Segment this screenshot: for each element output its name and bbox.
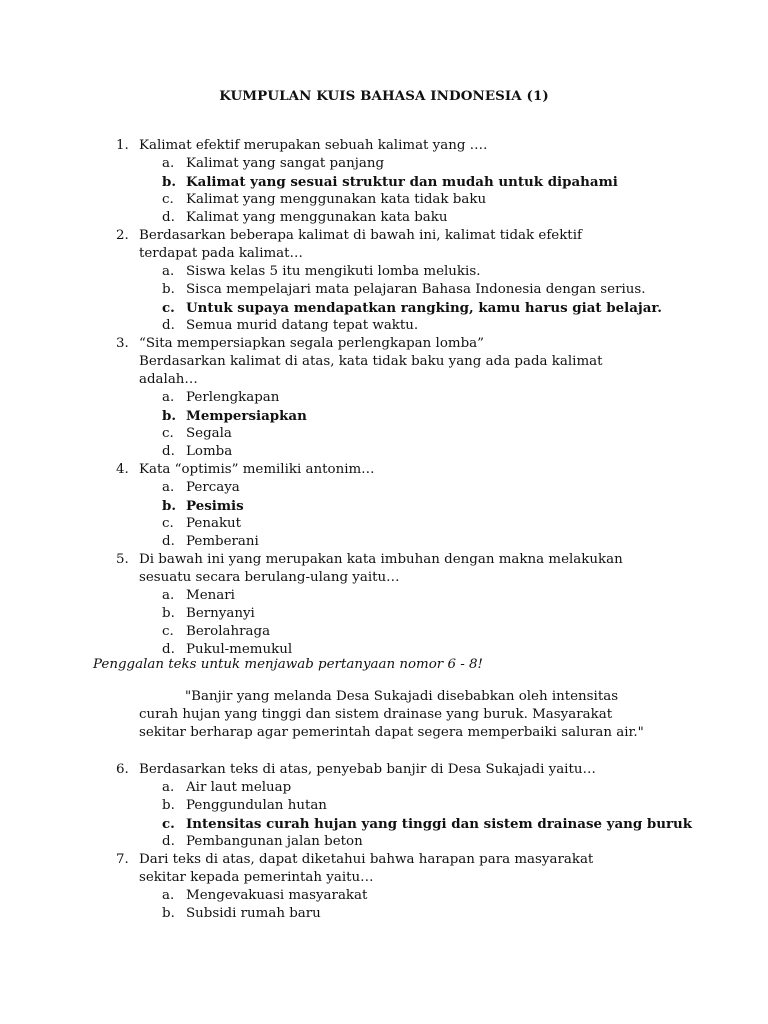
question-text: “Sita mempersiapkan segala perlengkapan lomba” xyxy=(139,336,484,351)
answer-option xyxy=(0,479,768,497)
option-letter: c. xyxy=(162,300,175,316)
answer-option-correct xyxy=(0,173,768,191)
question-number: 7. xyxy=(116,852,129,867)
option-letter: a. xyxy=(162,888,175,903)
option-text: Kalimat yang sesuai struktur dan mudah untuk dipahami xyxy=(186,174,618,190)
option-letter: c. xyxy=(162,426,174,441)
option-letter: b. xyxy=(162,174,177,190)
answer-option xyxy=(0,425,768,443)
answer-option xyxy=(0,191,768,209)
question-text: Dari teks di atas, dapat diketahui bahwa harapan para masyarakat sekitar kepada pemerintah yaitu… xyxy=(139,852,594,885)
question-list-part-2 xyxy=(0,761,768,923)
option-text: Untuk supaya mendapatkan rangking, kamu harus giat belajar. xyxy=(186,300,662,316)
option-letter: c. xyxy=(162,516,174,531)
option-text: Penakut xyxy=(186,516,242,531)
question-text: Kalimat efektif merupakan sebuah kalimat yang …. xyxy=(139,138,488,153)
option-text: Intensitas curah hujan yang tinggi dan sistem drainase yang buruk xyxy=(186,816,693,832)
answer-options xyxy=(0,155,768,227)
question-number: 4. xyxy=(116,462,129,477)
answer-option xyxy=(0,281,768,299)
option-letter: a. xyxy=(162,156,175,171)
option-text: Pesimis xyxy=(186,498,244,514)
question-item xyxy=(0,761,768,851)
option-letter: d. xyxy=(162,210,175,225)
option-letter: c. xyxy=(162,624,174,639)
option-text: Segala xyxy=(186,426,232,441)
question-number: 2. xyxy=(116,228,129,243)
question-item xyxy=(0,137,768,227)
question-item xyxy=(0,851,768,923)
option-letter: d. xyxy=(162,534,175,549)
answer-options xyxy=(0,779,768,851)
option-text: Perlengkapan xyxy=(186,390,280,405)
reading-passage: "Banjir yang melanda Desa Sukajadi disebabkan oleh intensitas curah hujan yang tinggi dan sistem drainase yang buruk. Masyarakat sekitar berharap agar pemerintah dapat segera memperbaiki saluran air." xyxy=(139,689,644,740)
question-number: 5. xyxy=(116,552,129,567)
option-text: Kalimat yang menggunakan kata tidak baku xyxy=(186,192,487,207)
answer-option xyxy=(0,209,768,227)
option-letter: b. xyxy=(162,498,177,514)
option-letter: a. xyxy=(162,588,175,603)
answer-option xyxy=(0,797,768,815)
option-text: Kalimat yang menggunakan kata baku xyxy=(186,210,448,225)
answer-option xyxy=(0,515,768,533)
answer-option xyxy=(0,443,768,461)
option-text: Pemberani xyxy=(186,534,259,549)
option-text: Penggundulan hutan xyxy=(186,798,327,813)
answer-options xyxy=(0,479,768,551)
question-text: Kata “optimis” memiliki antonim… xyxy=(139,462,375,477)
answer-option xyxy=(0,605,768,623)
answer-option xyxy=(0,887,768,905)
answer-option xyxy=(0,779,768,797)
option-letter: b. xyxy=(162,606,175,621)
answer-option-correct xyxy=(0,497,768,515)
question-item xyxy=(0,227,768,335)
option-text: Bernyanyi xyxy=(186,606,255,621)
answer-options xyxy=(0,263,768,335)
answer-options xyxy=(0,587,768,659)
question-item xyxy=(0,461,768,551)
question-item xyxy=(0,551,768,659)
option-letter: d. xyxy=(162,318,175,333)
question-text: Berdasarkan teks di atas, penyebab banjir di Desa Sukajadi yaitu… xyxy=(139,762,596,777)
option-text: Pukul-memukul xyxy=(186,642,293,657)
answer-option-correct xyxy=(0,299,768,317)
option-text: Sisca mempelajari mata pelajaran Bahasa Indonesia dengan serius. xyxy=(186,282,646,297)
passage-instruction: Penggalan teks untuk menjawab pertanyaan nomor 6 - 8! xyxy=(93,657,483,672)
option-text: Semua murid datang tepat waktu. xyxy=(186,318,419,333)
option-letter: c. xyxy=(162,192,174,207)
document-title: KUMPULAN KUIS BAHASA INDONESIA (1) xyxy=(219,88,549,104)
answer-option xyxy=(0,587,768,605)
option-letter: a. xyxy=(162,780,175,795)
answer-option xyxy=(0,389,768,407)
answer-option-correct xyxy=(0,815,768,833)
option-text: Percaya xyxy=(186,480,240,495)
option-letter: b. xyxy=(162,282,175,297)
answer-option xyxy=(0,155,768,173)
option-letter: d. xyxy=(162,444,175,459)
option-text: Kalimat yang sangat panjang xyxy=(186,156,385,171)
answer-option xyxy=(0,533,768,551)
option-letter: b. xyxy=(162,798,175,813)
answer-option xyxy=(0,905,768,923)
question-number: 3. xyxy=(116,336,129,351)
question-text-continued: Berdasarkan kalimat di atas, kata tidak baku yang ada pada kalimat adalah… xyxy=(139,354,603,387)
option-letter: b. xyxy=(162,408,177,424)
answer-option xyxy=(0,263,768,281)
option-text: Lomba xyxy=(186,444,233,459)
option-text: Pembangunan jalan beton xyxy=(186,834,363,849)
option-text: Berolahraga xyxy=(186,624,271,639)
option-letter: a. xyxy=(162,264,175,279)
option-text: Mengevakuasi masyarakat xyxy=(186,888,368,903)
question-number: 6. xyxy=(116,762,129,777)
option-text: Menari xyxy=(186,588,235,603)
answer-options xyxy=(0,887,768,923)
question-list-part-1 xyxy=(0,137,768,659)
option-letter: a. xyxy=(162,480,175,495)
option-text: Siswa kelas 5 itu mengikuti lomba melukis. xyxy=(186,264,481,279)
option-text: Mempersiapkan xyxy=(186,408,307,424)
question-item xyxy=(0,335,768,461)
option-letter: a. xyxy=(162,390,175,405)
question-text: Di bawah ini yang merupakan kata imbuhan dengan makna melakukan sesuatu secara berulang-ulang yaitu… xyxy=(139,552,623,585)
answer-option-correct xyxy=(0,407,768,425)
answer-option xyxy=(0,623,768,641)
question-text: Berdasarkan beberapa kalimat di bawah ini, kalimat tidak efektif terdapat pada kalimat… xyxy=(139,228,582,261)
option-letter: d. xyxy=(162,834,175,849)
option-letter: d. xyxy=(162,642,175,657)
answer-options xyxy=(0,389,768,461)
option-letter: c. xyxy=(162,816,175,832)
option-letter: b. xyxy=(162,906,175,921)
option-text: Subsidi rumah baru xyxy=(186,906,321,921)
answer-option xyxy=(0,317,768,335)
question-number: 1. xyxy=(116,138,129,153)
option-text: Air laut meluap xyxy=(186,780,292,795)
answer-option xyxy=(0,833,768,851)
